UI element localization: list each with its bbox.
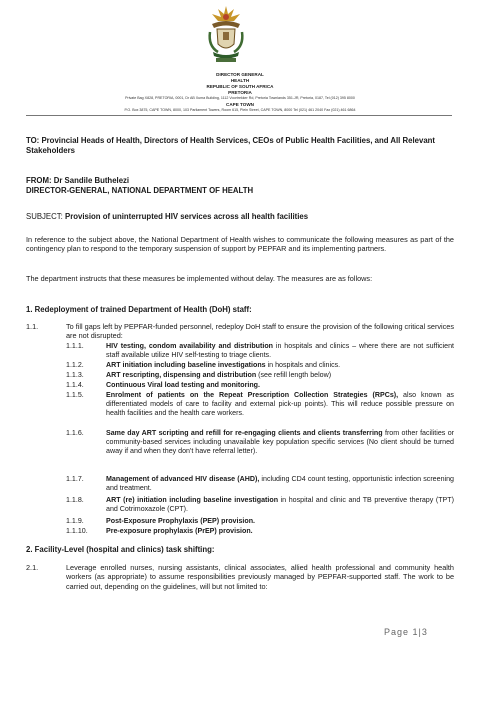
sub-item-text: [106, 381, 454, 390]
sub-item-emphasis: HIV testing, condom availability and distribution: [106, 342, 273, 350]
letterhead-line-1: DIRECTOR GENERAL: [216, 72, 264, 77]
sub-item-emphasis: Enrolment of patients on the Repeat Prescription Collection Strategies (RPCs),: [106, 391, 399, 399]
pretoria-address: Private Bag X828, PRETORIA, 0001, Dr AB Xuma Building, 1112 Voortrekker Rd, Pretoria Townlands 351-JR, Pretoria, 0187, Tel (012) 395 8000: [125, 96, 355, 100]
item-2-1-text: Leverage enrolled nurses, nursing assistants, clinical associates, allied health professional and community health workers (as appropriate) to assume responsibilities previously managed by PEPFAR-supported staff. The work to be carried out, depending on the guidelines, will but not limited to:: [66, 563, 454, 591]
sub-item-text: [106, 371, 454, 380]
sub-item-text: [106, 475, 454, 493]
section-1-heading: 1. Redeployment of trained Department of Health (DoH) staff:: [26, 305, 252, 314]
item-1-1-text: To fill gaps left by PEPFAR-funded personnel, redeploy DoH staff to ensure the provision of the following critical services are not disrupted:: [66, 322, 455, 341]
sub-item-number: 1.1.9.: [66, 517, 84, 525]
sub-item-detail: also known as differentiated models of care to facility and external pick-up points). This will reduce possible pressure on health facilities and the health care workers.: [106, 391, 454, 418]
sub-item-number: 1.1.4.: [66, 381, 84, 389]
sub-item-detail: (see refill length below): [256, 371, 332, 379]
sub-item-text: [106, 429, 454, 456]
from-line: FROM: Dr Sandile Buthelezi: [26, 176, 130, 185]
sub-item-text: [106, 391, 454, 418]
capetown-label: CAPE TOWN: [226, 102, 254, 107]
sub-item-text: [106, 496, 454, 514]
sub-item-detail: including CD4 count testing, opportunistic infection screening and treatment.: [106, 475, 454, 493]
sub-item-number: 1.1.3.: [66, 371, 84, 379]
intro-paragraph: In reference to the subject above, the National Department of Health wishes to communicate the following measures as part of the contingency plan to respond to the temporary suspension of support by PEPFAR and its implementing partners.: [26, 235, 454, 254]
page-number: Page 1|3: [384, 627, 428, 637]
sub-item-emphasis: Post-Exposure Prophylaxis (PEP) provision.: [106, 517, 256, 525]
sub-item-text: [106, 527, 454, 536]
sub-item-emphasis: ART initiation including baseline investigations: [106, 361, 266, 369]
sub-item-text: [106, 342, 454, 360]
pretoria-label: PRETORIA: [228, 90, 252, 95]
subject-text: Provision of uninterrupted HIV services across all health facilities: [65, 212, 309, 221]
sub-item-emphasis: ART (re) initiation including baseline investigation: [106, 496, 279, 504]
to-line: TO: Provincial Heads of Health, Directors of Health Services, CEOs of Public Health Facilities, and All Relevant Stakeholders: [26, 136, 436, 155]
instruction-paragraph: The department instructs that these measures be implemented without delay. The measures are as follows:: [26, 274, 373, 283]
letterhead-divider: [26, 115, 452, 116]
capetown-address: P.O. Box 3875, CAPE TOWN, 8000, 103 Parliament Towers, Room 615, Plein Street, CAPE TOWN, 8000 Tel (021) 461 2040 Fax (021) 461 6864: [124, 108, 356, 112]
sub-item-number: 1.1.5.: [66, 391, 84, 399]
letterhead-line-3: REPUBLIC OF SOUTH AFRICA: [206, 84, 274, 89]
letterhead-line-2: HEALTH: [230, 78, 250, 83]
sub-item-number: 1.1.2.: [66, 361, 84, 369]
sub-item-text: [106, 361, 454, 370]
item-1-1-number: 1.1.: [26, 322, 39, 331]
sub-item-detail: from other facilities or community-based services including unavailable key population specific services (No client should be turned away if and when they don't have referral letter).: [106, 429, 454, 456]
sub-item-emphasis: Management of advanced HIV disease (AHD),: [106, 475, 260, 483]
sub-item-emphasis: Same day ART scripting and refill for re-engaging clients and clients transferring: [106, 429, 383, 437]
sub-item-detail: in hospital and clinic and TB preventive therapy (TPT) and Cotrimoxazole (CPT).: [106, 496, 454, 514]
sub-item-emphasis: Pre-exposure prophylaxis (PrEP) provision.: [106, 527, 253, 535]
sub-item-detail: in hospitals and clinics.: [265, 361, 341, 369]
item-2-1-number: 2.1.: [26, 563, 39, 572]
sub-item-number: 1.1.8.: [66, 496, 84, 504]
sub-item-emphasis: ART rescripting, dispensing and distribution: [106, 371, 257, 379]
coat-of-arms-emblem: [204, 2, 248, 64]
sub-item-number: 1.1.7.: [66, 475, 84, 483]
subject-label: SUBJECT:: [26, 212, 63, 221]
sub-item-number: 1.1.6.: [66, 429, 84, 437]
sub-item-number: 1.1.10.: [66, 527, 88, 535]
from-title: DIRECTOR-GENERAL, NATIONAL DEPARTMENT OF HEALTH: [26, 186, 254, 195]
sub-item-emphasis: Continuous Viral load testing and monitoring.: [106, 381, 260, 389]
section-2-heading: 2. Facility-Level (hospital and clinics) task shifting:: [26, 545, 215, 554]
sub-item-detail: in hospitals and clinics – where there are not sufficient staff available utilize HIV self-testing to triage clients.: [106, 342, 454, 360]
subject-line: [26, 212, 454, 222]
sub-item-text: [106, 517, 454, 526]
sub-item-number: 1.1.1.: [66, 342, 84, 350]
